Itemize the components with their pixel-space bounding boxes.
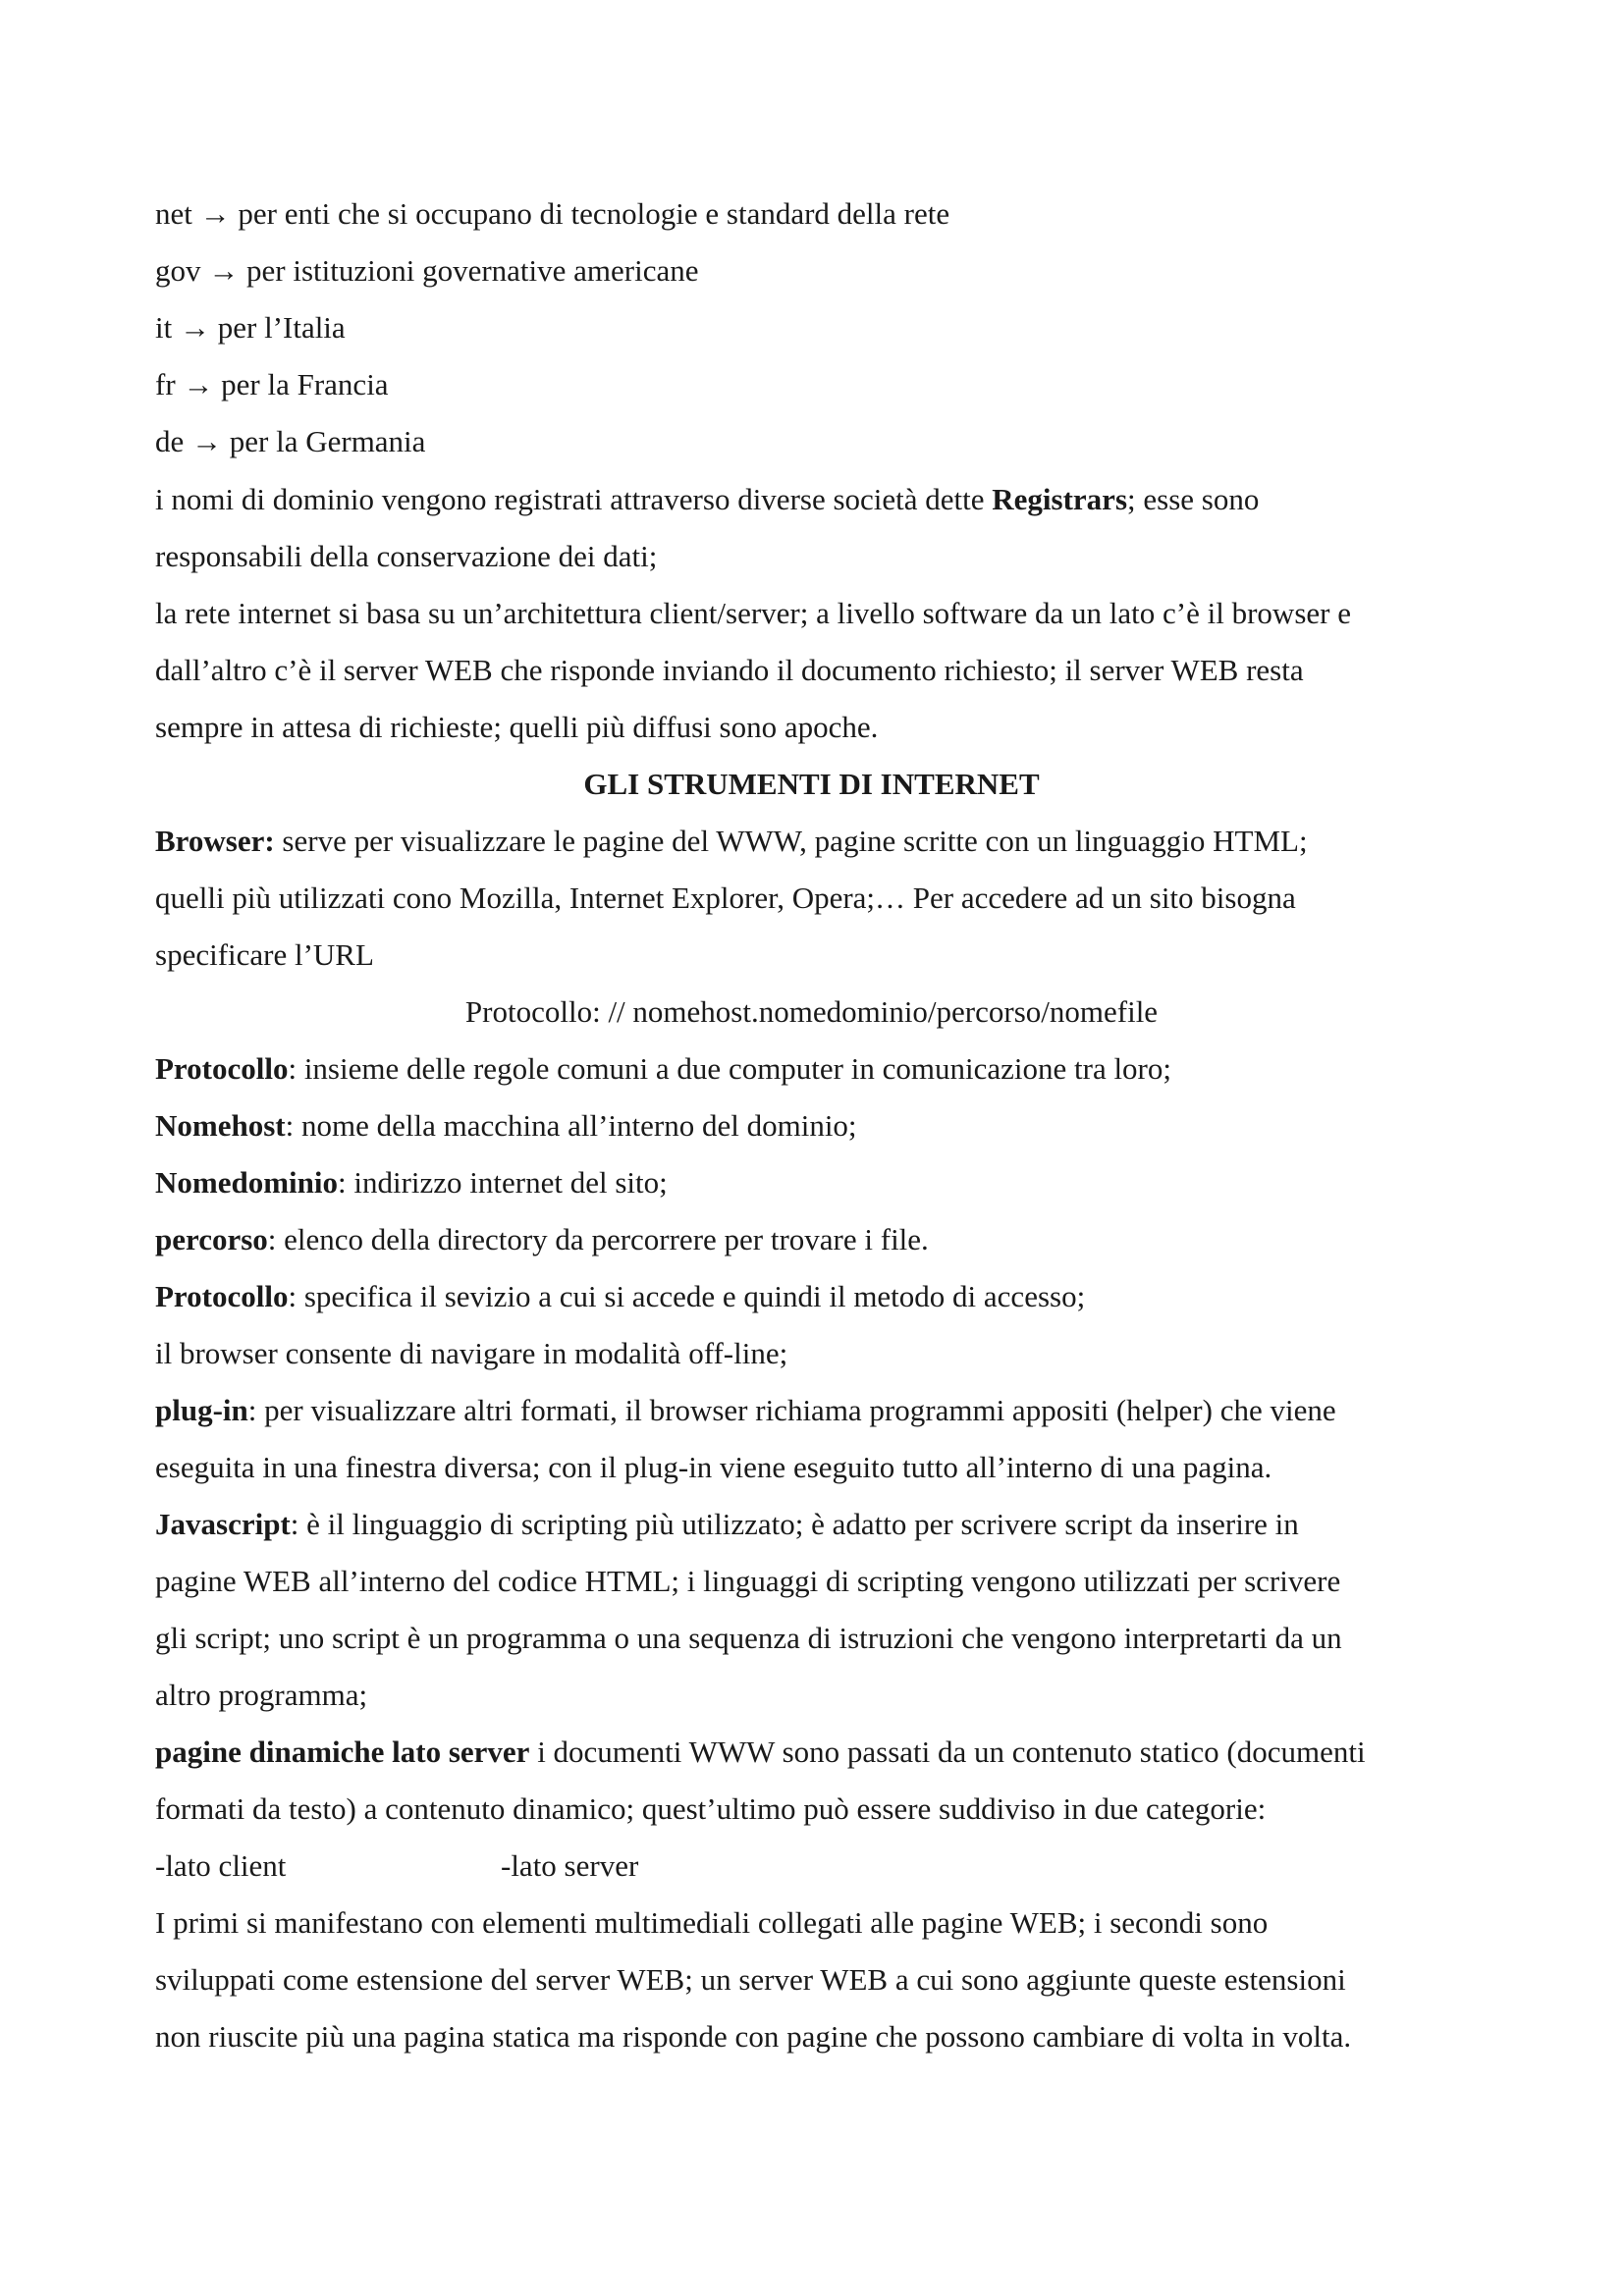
plugin-line-2: eseguita in una finestra diversa; con il plug-in viene eseguito tutto all’interno di una pagina. [155,1450,1272,1484]
term-registrars: Registrars [992,482,1128,516]
dynamic-paragraph-1: I primi si manifestano con elementi multimediali collegati alle pagine WEB; i secondi sono [155,1905,1269,1940]
dynamic-paragraph-2: sviluppati come estensione del server WEB; un server WEB a cui sono aggiunte queste estensioni [155,1962,1346,1997]
section-heading: GLI STRUMENTI DI INTERNET [583,767,1040,801]
category-client: -lato client [155,1848,287,1883]
text: : indirizzo internet del sito; [338,1165,668,1200]
definition-percorso [155,1220,929,1259]
tld-code: gov [155,253,201,288]
javascript-line-3: gli script; uno script è un programma o una sequenza di istruzioni che vengono interpretarti da un [155,1621,1342,1655]
term: Protocollo [155,1051,289,1086]
term-browser: Browser: [155,824,275,858]
text: ; esse sono [1127,482,1260,516]
term: Nomehost [155,1108,286,1143]
term: percorso [155,1222,268,1256]
tld-desc: per enti che si occupano di tecnologie e standard della rete [238,196,950,231]
definition-protocollo [155,1049,1171,1089]
definition-protocollo-2 [155,1277,1085,1316]
category-server: -lato server [501,1848,639,1883]
text: i documenti WWW sono passati da un contenuto statico (documenti [529,1735,1366,1769]
tld-desc: per istituzioni governative americane [246,253,699,288]
text: : specifica il sevizio a cui si accede e quindi il metodo di accesso; [288,1279,1086,1313]
definition-nomehost [155,1106,857,1146]
clientserver-line-1: la rete internet si basa su un’architettura client/server; a livello software da un lato c’è il browser e [155,596,1351,630]
tld-de [155,422,425,461]
tld-fr [155,365,389,404]
arrow-icon: → [199,196,231,231]
text: i nomi di dominio vengono registrati attraverso diverse società dette [155,482,993,516]
arrow-icon: → [179,310,210,345]
javascript-line-2: pagine WEB all’interno del codice HTML; i linguaggi di scripting vengono utilizzati per scrivere [155,1564,1341,1598]
text: serve per visualizzare le pagine del WWW, pagine scritte con un linguaggio HTML; [274,824,1308,858]
javascript-line-4: altro programma; [155,1678,368,1712]
definition-nomedominio [155,1163,668,1202]
tld-code: de [155,424,185,458]
tld-net [155,194,949,234]
tld-desc: per la Francia [221,367,389,401]
dynamic-paragraph-3: non riuscite più una pagina statica ma risponde con pagine che possono cambiare di volta in volta. [155,2019,1352,2054]
arrow-icon: → [183,367,214,401]
arrow-icon: → [208,253,240,288]
text: : per visualizzare altri formati, il browser richiama programmi appositi (helper) che viene [247,1393,1336,1427]
arrow-icon: → [191,424,223,458]
clientserver-line-2: dall’altro c’è il server WEB che risponde inviando il documento richiesto; il server WEB resta [155,653,1304,687]
text: : nome della macchina all’interno del dominio; [285,1108,857,1143]
browser-line-1 [155,822,1308,861]
text: : insieme delle regole comuni a due computer in comunicazione tra loro; [288,1051,1171,1086]
dynamic-line-1 [155,1733,1366,1772]
tld-gov [155,251,699,291]
text: : elenco della directory da percorrere per trovare i file. [267,1222,929,1256]
term: Nomedominio [155,1165,338,1200]
registrars-line-1 [155,480,1259,519]
clientserver-line-3: sempre in attesa di richieste; quelli più diffusi sono apoche. [155,710,879,744]
term: Protocollo [155,1279,289,1313]
term-plugin: plug-in [155,1393,248,1427]
browser-line-2: quelli più utilizzati cono Mozilla, Internet Explorer, Opera;… Per accedere ad un sito bisogna [155,881,1296,915]
tld-code: fr [155,367,176,401]
dynamic-line-2: formati da testo) a contenuto dinamico; quest’ultimo può essere suddiviso in due categorie: [155,1791,1267,1826]
dynamic-categories [155,1846,1432,1886]
offline-line: il browser consente di navigare in modalità off-line; [155,1336,788,1370]
tld-code: it [155,310,173,345]
javascript-line-1 [155,1505,1299,1544]
tld-code: net [155,196,192,231]
plugin-line-1 [155,1391,1336,1430]
term-javascript: Javascript [155,1507,291,1541]
url-format: Protocollo: // nomehost.nomedominio/percorso/nomefile [464,994,1159,1029]
term-dynamic: pagine dinamiche lato server [155,1735,530,1769]
tld-desc: per l’Italia [217,310,346,345]
tld-it [155,308,346,347]
text: : è il linguaggio di scripting più utilizzato; è adatto per scrivere script da inserire in [290,1507,1299,1541]
registrars-line-2: responsabili della conservazione dei dati; [155,539,658,573]
browser-line-3: specificare l’URL [155,937,374,972]
tld-desc: per la Germania [229,424,426,458]
